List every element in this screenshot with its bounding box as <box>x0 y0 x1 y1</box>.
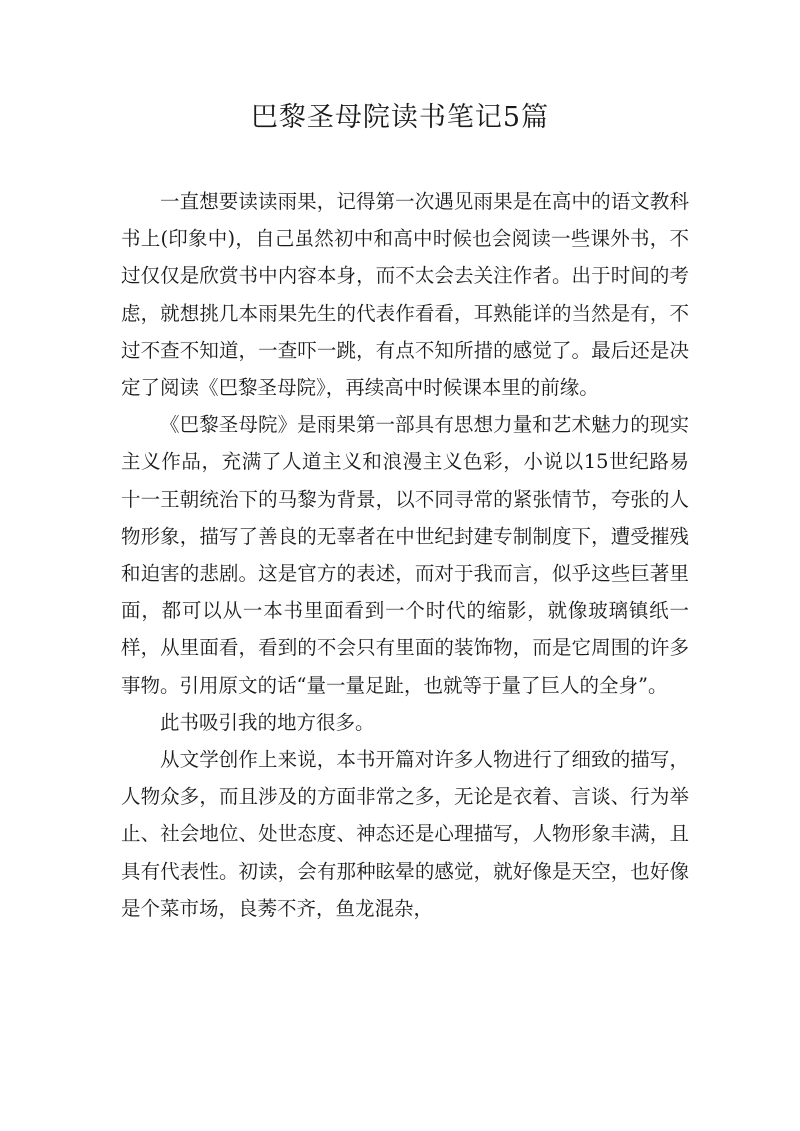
paragraph-4: 从文学创作上来说，本书开篇对许多人物进行了细致的描写，人物众多，而且涉及的方面非常之多，无论是衣着、言谈、行为举止、社会地位、处世态度、神态还是心理描写，人物形象丰满，且具有代表性。初读，会有那种眩晕的感觉，就好像是天空，也好像是个菜市场，良莠不齐，鱼龙混杂， <box>121 748 689 920</box>
document-body <box>121 183 689 927</box>
paragraph-1: 一直想要读读雨果，记得第一次遇见雨果是在高中的语文教科书上(印象中)，自己虽然初中和高中时候也会阅读一些课外书，不过仅仅是欣赏书中内容本身，而不太会去关注作者。出于时间的考虑，就想挑几本雨果先生的代表作看看，耳熟能详的当然是有，不过不查不知道，一查吓一跳，有点不知所措的感觉了。最后还是决定了阅读《巴黎圣母院》，再续高中时候课本里的前缘。 <box>121 190 689 400</box>
document-title: 巴黎圣母院读书笔记5篇 <box>250 102 550 133</box>
paragraph-3: 此书吸引我的地方很多。 <box>160 710 375 734</box>
paragraph-2: 《巴黎圣母院》是雨果第一部具有思想力量和艺术魅力的现实主义作品，充满了人道主义和浪漫主义色彩，小说以15世纪路易十一王朝统治下的马黎为背景，以不同寻常的紧张情节，夸张的人物形象，描写了善良的无辜者在中世纪封建专制制度下，遭受摧残和迫害的悲剧。这是官方的表述，而对于我而言，似乎这些巨著里面，都可以从一本书里面看到一个时代的缩影，就像玻璃镇纸一样，从里面看，看到的不会只有里面的装饰物，而是它周围的许多事物。引用原文的话“量一量足趾，也就等于量了巨人的全身”。 <box>121 413 689 697</box>
